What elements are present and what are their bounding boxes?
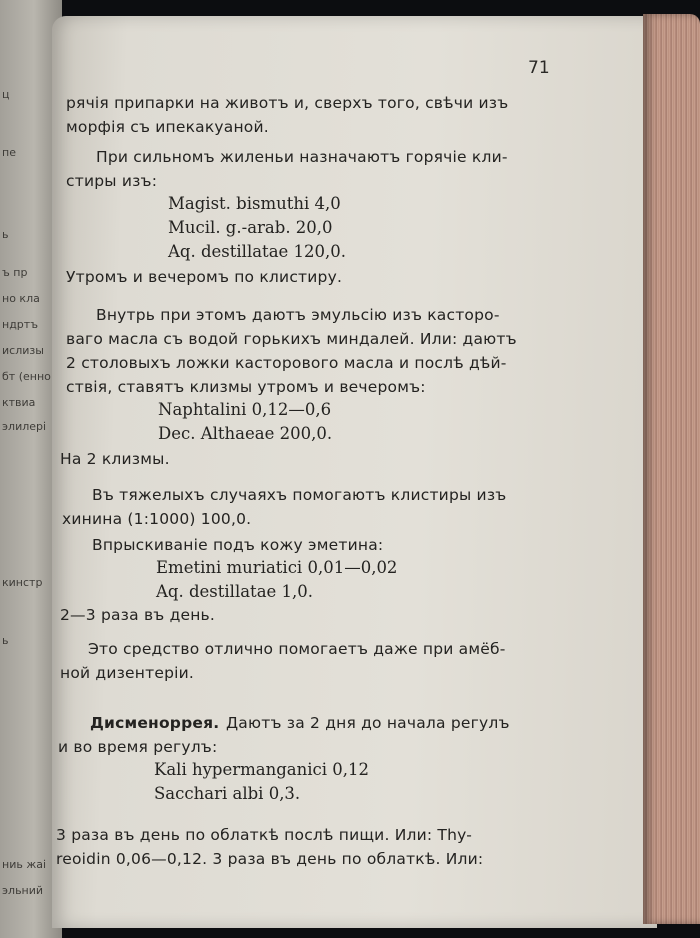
text-line: хинина (1:1000) 100,0. [62, 510, 252, 528]
left-fragment: ь [2, 228, 9, 241]
page-number: 71 [528, 58, 550, 78]
left-fragment: элилері [2, 420, 47, 433]
prescription-line: Kali hypermanganici 0,12 [154, 760, 370, 779]
prescription-line: Naphtalini 0,12—0,6 [158, 400, 332, 419]
left-fragment: кинстр [2, 576, 43, 589]
left-fragment: ислизы [2, 344, 44, 357]
prescription-line: Magist. bismuthi 4,0 [168, 194, 341, 213]
text-line: 2—3 раза въ день. [60, 606, 216, 624]
left-fragment: пе [2, 146, 16, 159]
left-fragment: ъ пр [2, 266, 28, 279]
text-line: На 2 клизмы. [60, 450, 170, 468]
text-line: и во время регулъ: [58, 738, 218, 756]
text-line: морфія съ ипекакуаной. [66, 118, 269, 136]
text-line: ной дизентеріи. [60, 664, 195, 682]
text-line: При сильномъ жиленьи назначаютъ горячіе кли- [96, 148, 508, 166]
text-line: Даютъ за 2 дня до начала регулъ [226, 714, 510, 732]
text-line: reoidin 0,06—0,12. 3 раза въ день по облаткѣ. Или: [56, 850, 484, 868]
left-fragment: ь [2, 634, 9, 647]
prescription-line: Emetini muriatici 0,01—0,02 [156, 558, 398, 577]
text-line: Внутрь при этомъ даютъ эмульсію изъ касторо- [96, 306, 500, 324]
prescription-line: Sacchari albi 0,3. [154, 784, 301, 803]
left-fragment: эльний [2, 884, 44, 897]
text-line: рячія припарки на животъ и, сверхъ того, свѣчи изъ [66, 94, 509, 112]
left-fragment: ниь жаі [2, 858, 47, 871]
text-line: ваго масла съ водой горькихъ миндалей. Или: даютъ [66, 330, 517, 348]
prescription-line: Aq. destillatae 1,0. [156, 582, 314, 601]
left-fragment: ктвиа [2, 396, 36, 409]
prescription-line: Aq. destillatae 120,0. [168, 242, 347, 261]
text-line: Впрыскиваніе подъ кожу эметина: [92, 536, 384, 554]
left-fragment: ндртъ [2, 318, 38, 331]
text-line: Это средство отлично помогаетъ даже при амёб- [88, 640, 506, 658]
text-line: Въ тяжелыхъ случаяхъ помогаютъ клистиры изъ [92, 486, 507, 504]
left-fragment: но кла [2, 292, 40, 305]
left-fragment: ц [2, 88, 10, 101]
section-heading: Дисменоррея. [90, 714, 220, 732]
page-edges [643, 14, 700, 924]
left-fragment: бт (енно [2, 370, 51, 383]
text-line: Утромъ и вечеромъ по клистиру. [66, 268, 343, 286]
text-line: ствія, ставятъ клизмы утромъ и вечеромъ: [66, 378, 426, 396]
text-line: 3 раза въ день по облаткѣ послѣ пищи. Или: Thy- [56, 826, 473, 844]
prescription-line: Mucil. g.-arab. 20,0 [168, 218, 333, 237]
text-line: 2 столовыхъ ложки касторового масла и послѣ дѣй- [66, 354, 507, 372]
text-line: стиры изъ: [66, 172, 158, 190]
prescription-line: Dec. Althaeae 200,0. [158, 424, 333, 443]
